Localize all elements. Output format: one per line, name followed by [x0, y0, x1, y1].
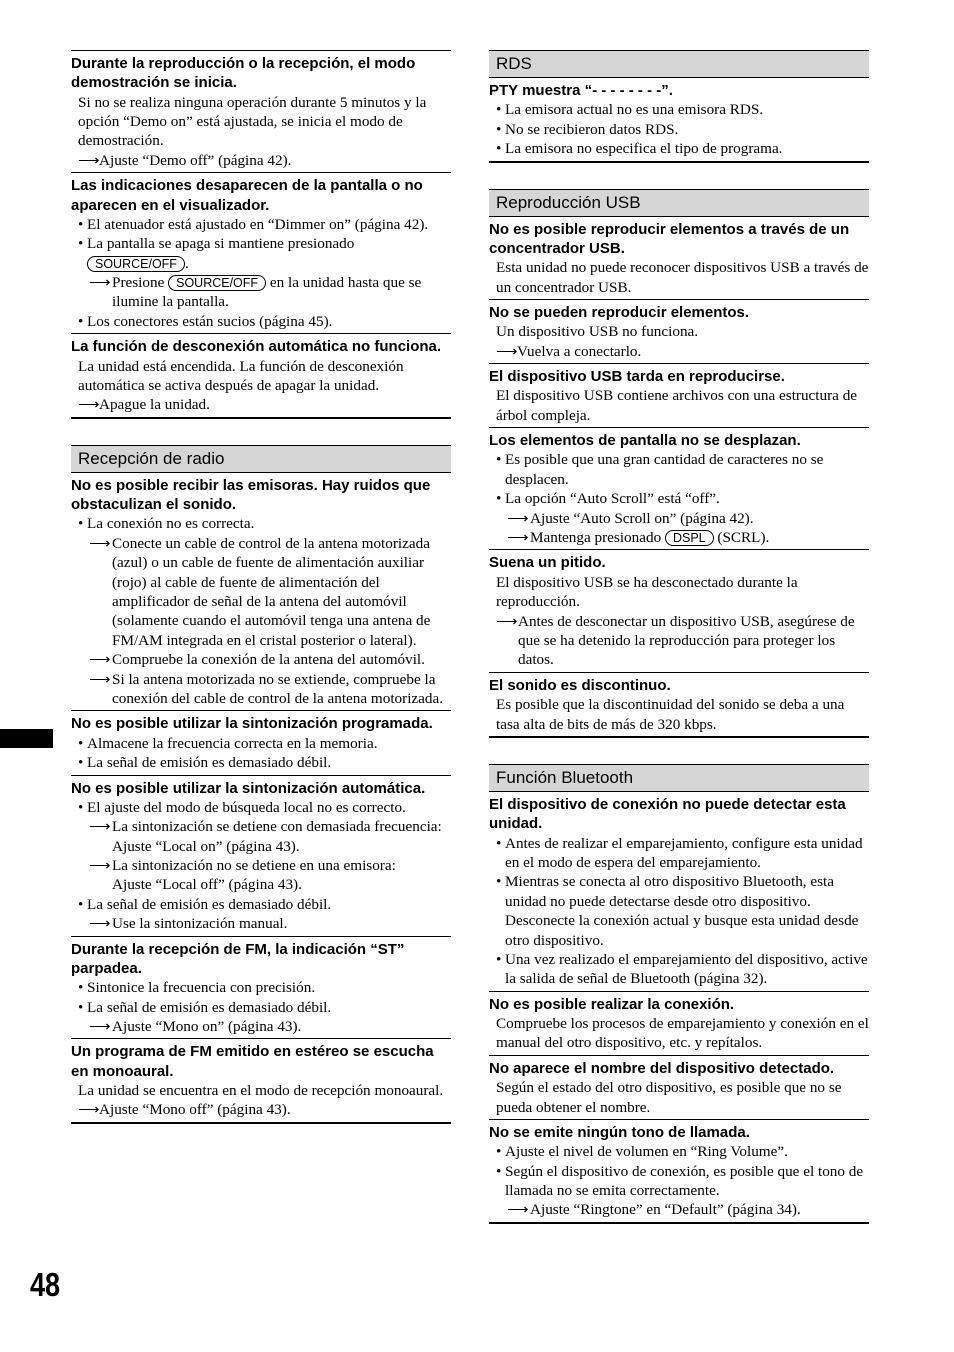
- faq-text: Si no se realiza ninguna operación durante 5 minutos y la opción “Demo on” está ajustada, se inicia el modo de demostración.: [78, 93, 427, 150]
- faq-question: No es posible utilizar la sintonización automática.: [71, 779, 426, 797]
- faq-bullet: • La señal de emisión es demasiado débil.: [71, 895, 451, 914]
- faq-bullet: • Mientras se conecta al otro dispositivo Bluetooth, esta unidad no puede detectarse desde otro dispositivo. Desconecte la conexión actual y busque esta unidad desde otro dispositivo.: [489, 872, 869, 950]
- right-column: [489, 50, 869, 1224]
- faq-bullet: • La señal de emisión es demasiado débil.: [71, 753, 451, 772]
- faq-bullet: • Es posible que una gran cantidad de caracteres no se desplacen.: [489, 450, 869, 489]
- faq-text: Un dispositivo USB no funciona.: [496, 323, 699, 341]
- faq-text: Esta unidad no puede reconocer dispositivos USB a través de un concentrador USB.: [496, 259, 869, 296]
- arrow-icon: ⟶: [89, 534, 111, 552]
- faq-question: No es posible recibir las emisoras. Hay ruidos que obstaculizan el sonido.: [71, 476, 431, 514]
- faq-question: No es posible realizar la conexión.: [489, 995, 735, 1013]
- faq-question: Los elementos de pantalla no se desplazan.: [489, 432, 801, 450]
- section-heading-usb: Reproducción USB: [489, 189, 869, 217]
- faq-bullet: • Ajuste el nivel de volumen en “Ring Volume”.: [489, 1142, 869, 1161]
- chapter-tab-marker: [0, 729, 53, 748]
- section-heading-rds: RDS: [489, 50, 869, 78]
- faq-action: ⟶Ajuste “Demo off” (página 42).: [78, 151, 292, 169]
- faq-question: Suena un pitido.: [489, 554, 606, 572]
- faq-action: ⟶La sintonización se detiene con demasiada frecuencia:: [89, 818, 442, 836]
- faq-bullet: • No se recibieron datos RDS.: [489, 120, 869, 139]
- faq-bullet: • La opción “Auto Scroll” está “off”.: [489, 489, 869, 508]
- faq-entry: [71, 711, 451, 775]
- arrow-icon: ⟶: [89, 274, 111, 292]
- faq-question: El dispositivo USB tarda en reproducirse.: [489, 368, 785, 386]
- faq-entry: [489, 673, 869, 738]
- dspl-button-label: DSPL: [665, 530, 714, 546]
- faq-question: PTY muestra “- - - - - - - -”.: [489, 82, 673, 99]
- faq-entry: [71, 776, 451, 937]
- faq-question: La función de desconexión automática no funciona.: [71, 338, 442, 356]
- faq-text: La unidad está encendida. La función de desconexión automática se activa después de apagar la unidad.: [78, 357, 404, 394]
- faq-question: Las indicaciones desaparecen de la pantalla o no aparecen en el visualizador.: [71, 177, 423, 214]
- faq-bullet: • Sintonice la frecuencia con precisión.: [71, 978, 451, 997]
- faq-entry: [489, 78, 869, 163]
- arrow-icon: ⟶: [89, 651, 111, 669]
- faq-entry: [489, 550, 869, 672]
- faq-bullet: • El ajuste del modo de búsqueda local no es correcto.: [71, 798, 451, 817]
- faq-action: ⟶Ajuste “Mono on” (página 43).: [89, 1018, 302, 1036]
- arrow-icon: ⟶: [507, 509, 529, 527]
- section-heading-radio: Recepción de radio: [71, 445, 451, 473]
- arrow-icon: ⟶: [78, 1101, 100, 1119]
- faq-action: ⟶Vuelva a conectarlo.: [496, 342, 642, 360]
- faq-action: ⟶Use la sintonización manual.: [89, 915, 288, 933]
- faq-question: No es posible utilizar la sintonización programada.: [71, 715, 433, 733]
- faq-question: El sonido es discontinuo.: [489, 676, 671, 694]
- faq-text: El dispositivo USB contiene archivos con una estructura de árbol compleja.: [496, 387, 858, 424]
- faq-question: No se emite ningún tono de llamada.: [489, 1123, 750, 1141]
- faq-entry: [71, 937, 451, 1040]
- arrow-icon: ⟶: [89, 857, 111, 875]
- faq-entry: [489, 1056, 869, 1120]
- faq-action: ⟶Compruebe la conexión de la antena del automóvil.: [89, 651, 425, 669]
- faq-bullet: • Antes de realizar el emparejamiento, configure esta unidad en el modo de espera del emparejamiento.: [489, 834, 869, 873]
- faq-bullet: • La conexión no es correcta.: [71, 514, 451, 533]
- arrow-icon: ⟶: [507, 1201, 529, 1219]
- faq-action: ⟶Conecte un cable de control de la antena motorizada (azul) o un cable de fuente de alimentación auxiliar (rojo) al cable de fuente de alimentación del amplificador de señal de la antena del automóvil (solamente cuando el automóvil tenga una antena de FM/AM integrada en el cristal posterior o lateral).: [89, 534, 431, 649]
- faq-question: Un programa de FM emitido en estéreo se escucha en monoaural.: [71, 1043, 434, 1080]
- faq-action: ⟶Ajuste “Mono off” (página 43).: [78, 1101, 291, 1119]
- arrow-icon: ⟶: [89, 915, 111, 933]
- faq-action: ⟶Ajuste “Auto Scroll on” (página 42).: [507, 509, 754, 527]
- faq-entry: [71, 50, 451, 173]
- faq-bullet: • La señal de emisión es demasiado débil.: [71, 998, 451, 1017]
- faq-action: ⟶Ajuste “Ringtone” en “Default” (página 34).: [507, 1201, 801, 1219]
- left-column: [71, 50, 451, 1124]
- arrow-icon: ⟶: [89, 818, 111, 836]
- faq-bullet: • La emisora actual no es una emisora RDS.: [489, 100, 869, 119]
- arrow-icon: ⟶: [496, 342, 518, 360]
- faq-action: ⟶La sintonización no se detiene en una emisora:: [89, 857, 396, 875]
- faq-text: Según el estado del otro dispositivo, es posible que no se pueda obtener el nombre.: [496, 1079, 842, 1116]
- faq-entry: [489, 300, 869, 364]
- faq-entry: [489, 992, 869, 1056]
- faq-entry: [489, 1120, 869, 1224]
- faq-entry: [71, 334, 451, 419]
- arrow-icon: ⟶: [496, 612, 518, 630]
- faq-action-continued: Ajuste “Local off” (página 43).: [112, 876, 302, 894]
- arrow-icon: ⟶: [507, 529, 529, 547]
- faq-entry: [71, 173, 451, 334]
- section-heading-bluetooth: Función Bluetooth: [489, 764, 869, 792]
- faq-question: Durante la reproducción o la recepción, el modo demostración se inicia.: [71, 55, 416, 92]
- faq-bullet: • El atenuador está ajustado en “Dimmer on” (página 42).: [71, 215, 451, 234]
- faq-question: No aparece el nombre del dispositivo detectado.: [489, 1059, 835, 1077]
- faq-entry: [489, 428, 869, 550]
- faq-text: El dispositivo USB se ha desconectado durante la reproducción.: [496, 573, 798, 611]
- faq-question: Durante la recepción de FM, la indicación “ST” parpadea.: [71, 940, 405, 977]
- faq-question: El dispositivo de conexión no puede detectar esta unidad.: [489, 795, 846, 833]
- source-off-button-label: SOURCE/OFF: [168, 275, 266, 291]
- faq-action: ⟶Apague la unidad.: [78, 396, 210, 414]
- source-off-button-label: SOURCE/OFF: [87, 256, 185, 272]
- faq-action: ⟶Mantenga presionado DSPL (SCRL).: [507, 529, 770, 547]
- faq-entry: [489, 792, 869, 992]
- faq-action: ⟶Si la antena motorizada no se extiende, compruebe la conexión del cable de control de la antena motorizada.: [89, 670, 444, 708]
- faq-question: No es posible reproducir elementos a través de un concentrador USB.: [489, 220, 850, 257]
- faq-entry: [71, 1039, 451, 1123]
- faq-action: ⟶Presione SOURCE/OFF en la unidad hasta que se ilumine la pantalla.: [89, 274, 422, 311]
- faq-text: Compruebe los procesos de emparejamiento y conexión en el manual del otro dispositivo, etc. y repítalos.: [496, 1015, 869, 1052]
- page-number: 48: [30, 1266, 61, 1303]
- faq-bullet: • Según el dispositivo de conexión, es posible que el tono de llamada no se emita correctamente.: [489, 1162, 869, 1201]
- faq-action-continued: Ajuste “Local on” (página 43).: [112, 837, 300, 855]
- arrow-icon: ⟶: [89, 1018, 111, 1036]
- faq-bullet: • Almacene la frecuencia correcta en la memoria.: [71, 734, 451, 753]
- faq-entry: [71, 473, 451, 712]
- faq-action: ⟶Antes de desconectar un dispositivo USB, asegúrese de que se ha detenido la reproducción para proteger los datos.: [496, 612, 855, 669]
- arrow-icon: ⟶: [89, 670, 111, 688]
- faq-text: Es posible que la discontinuidad del sonido se deba a una tasa alta de bits de más de 320 kbps.: [496, 696, 845, 733]
- faq-bullet: • La pantalla se apaga si mantiene presionado SOURCE/OFF .: [71, 234, 451, 273]
- faq-bullet: • Una vez realizado el emparejamiento del dispositivo, active la salida de señal de Bluetooth (página 32).: [489, 950, 869, 989]
- faq-bullet: • La emisora no especifica el tipo de programa.: [489, 139, 869, 158]
- faq-entry: [489, 364, 869, 428]
- faq-text: La unidad se encuentra en el modo de recepción monoaural.: [78, 1082, 444, 1100]
- arrow-icon: ⟶: [78, 396, 100, 414]
- faq-entry: [489, 217, 869, 300]
- faq-question: No se pueden reproducir elementos.: [489, 303, 750, 321]
- arrow-icon: ⟶: [78, 151, 100, 169]
- faq-bullet: • Los conectores están sucios (página 45).: [71, 312, 451, 331]
